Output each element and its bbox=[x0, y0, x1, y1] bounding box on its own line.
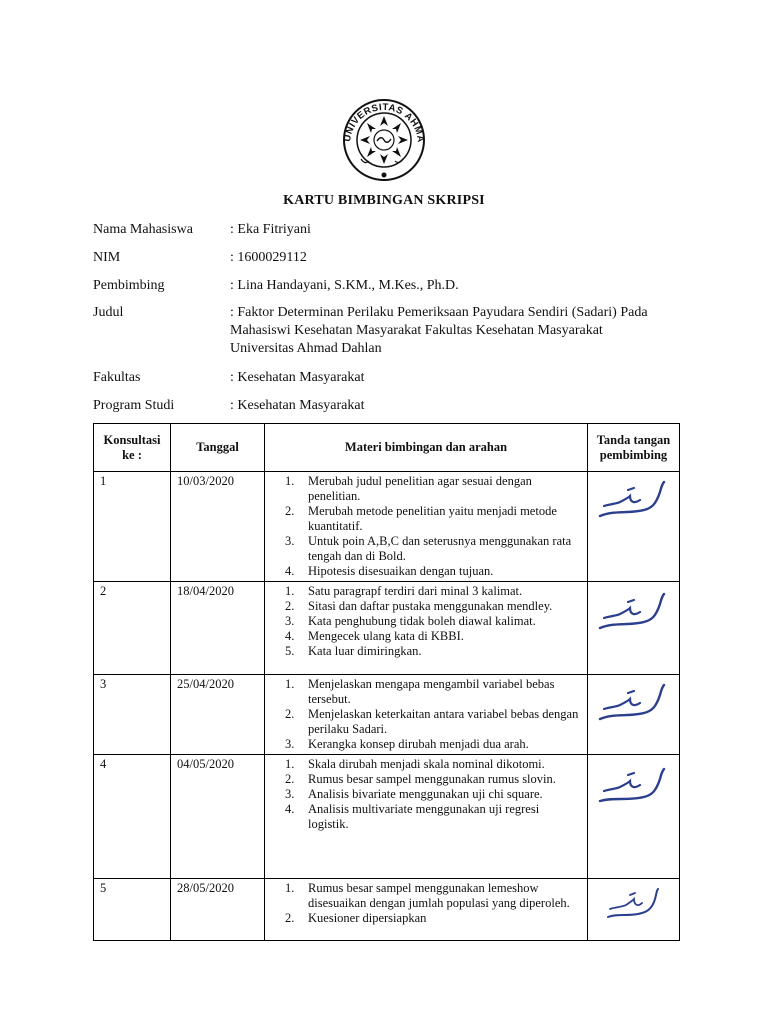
info-label: Pembimbing bbox=[93, 278, 165, 293]
guidance-cell bbox=[265, 879, 588, 941]
list-item: 1. Menjelaskan mengapa mengambil variabel bebas tersebut. bbox=[285, 677, 555, 706]
consultation-number: 1 bbox=[94, 472, 171, 582]
list-item: 1. Merubah judul penelitian agar sesuai dengan penelitian. bbox=[285, 474, 532, 503]
info-value: : Faktor Determinan Perilaku Pemeriksaan Payudara Sendiri (Sadari) Pada Mahasiswi Kesehatan Masyarakat Fakultas Kesehatan Masyarakat Universitas Ahmad Dahlan bbox=[230, 305, 648, 356]
info-label: Program Studi bbox=[93, 398, 175, 413]
guidance-cell bbox=[265, 675, 588, 755]
list-item: 2. Sitasi dan daftar pustaka menggunakan mendley. bbox=[285, 599, 553, 613]
signature-cell bbox=[588, 675, 680, 755]
table-row bbox=[94, 675, 680, 755]
svg-text:UNIVERSITAS AHMAD DAHLAN bbox=[333, 99, 426, 143]
table-row bbox=[94, 755, 680, 879]
list-item: 3. Untuk poin A,B,C dan seterusnya menggunakan rata tengah dan di Bold. bbox=[285, 534, 572, 563]
list-item: 5. Kata luar dimiringkan. bbox=[285, 644, 422, 658]
list-item: 1. Rumus besar sampel menggunakan lemeshow disesuaikan dengan jumlah populasi yang diperoleh. bbox=[285, 881, 570, 910]
info-value: : Kesehatan Masyarakat bbox=[230, 370, 365, 385]
signature-image bbox=[594, 474, 674, 534]
info-value: : 1600029112 bbox=[230, 250, 307, 265]
list-item: 3. Analisis bivariate menggunakan uji chi square. bbox=[285, 787, 543, 801]
consultation-date: 28/05/2020 bbox=[171, 879, 265, 941]
list-item: 4. Mengecek ulang kata di KBBI. bbox=[285, 629, 464, 643]
list-item: 1. Satu paragrapf terdiri dari minal 3 kalimat. bbox=[285, 584, 523, 598]
guidance-cell bbox=[265, 582, 588, 675]
table-row bbox=[94, 472, 680, 582]
signature-image bbox=[594, 757, 674, 817]
list-item: 3. Kata penghubung tidak boleh diawal kalimat. bbox=[285, 614, 536, 628]
info-label: NIM bbox=[93, 250, 121, 265]
list-item: 2. Merubah metode penelitian yaitu menjadi metode kuantitatif. bbox=[285, 504, 557, 533]
info-value: : Lina Handayani, S.KM., M.Kes., Ph.D. bbox=[230, 278, 459, 293]
info-label: Fakultas bbox=[93, 370, 141, 385]
consultation-date: 25/04/2020 bbox=[171, 675, 265, 755]
list-item: 4. Hipotesis disesuaikan dengan tujuan. bbox=[285, 564, 494, 578]
guidance-cell bbox=[265, 472, 588, 582]
signature-cell bbox=[588, 755, 680, 879]
table-row bbox=[94, 582, 680, 675]
consultation-table bbox=[93, 423, 680, 941]
consultation-number: 5 bbox=[94, 879, 171, 941]
guidance-cell bbox=[265, 755, 588, 879]
signature-cell bbox=[588, 472, 680, 582]
signature-cell bbox=[588, 879, 680, 941]
university-logo bbox=[333, 99, 435, 181]
signature-cell bbox=[588, 582, 680, 675]
info-value: : Eka Fitriyani bbox=[230, 222, 311, 237]
list-item: 4. Analisis multivariate menggunakan uji regresi logistik. bbox=[285, 802, 540, 831]
list-item: 2. Menjelaskan keterkaitan antara variabel bebas dengan perilaku Sadari. bbox=[285, 707, 579, 736]
list-item: 2. Rumus besar sampel menggunakan rumus slovin. bbox=[285, 772, 556, 786]
consultation-date: 10/03/2020 bbox=[171, 472, 265, 582]
consultation-number: 3 bbox=[94, 675, 171, 755]
signature-image bbox=[594, 584, 674, 644]
table-row bbox=[94, 879, 680, 941]
consultation-date: 18/04/2020 bbox=[171, 582, 265, 675]
signature-image bbox=[594, 677, 674, 737]
info-value: : Kesehatan Masyarakat bbox=[230, 398, 365, 413]
list-item: 1. Skala dirubah menjadi skala nominal dikotomi. bbox=[285, 757, 545, 771]
list-item: 2. Kuesioner dipersiapkan bbox=[285, 911, 427, 925]
logo-text: UNIVERSITAS AHMA bbox=[341, 101, 427, 144]
list-item: 3. Kerangka konsep dirubah menjadi dua arah. bbox=[285, 737, 529, 751]
page-title: KARTU BIMBINGAN SKRIPSI bbox=[283, 193, 485, 208]
info-label: Nama Mahasiswa bbox=[93, 222, 193, 237]
signature-image bbox=[594, 881, 674, 931]
column-header: Materi bimbingan dan arahan bbox=[265, 424, 588, 472]
column-header: Konsultasi ke : bbox=[94, 424, 171, 472]
info-label: Judul bbox=[93, 305, 124, 320]
column-header: Tanggal bbox=[171, 424, 265, 472]
column-header: Tanda tangan pembimbing bbox=[588, 424, 680, 472]
consultation-number: 4 bbox=[94, 755, 171, 879]
consultation-date: 04/05/2020 bbox=[171, 755, 265, 879]
consultation-number: 2 bbox=[94, 582, 171, 675]
